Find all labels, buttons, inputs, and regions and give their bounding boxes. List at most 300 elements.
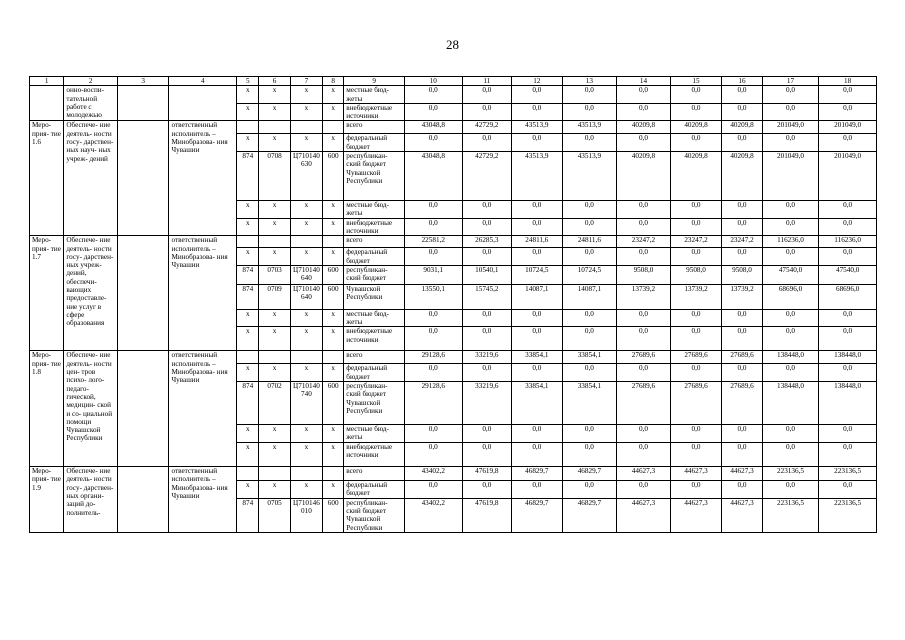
amount-cell: 23247,2 <box>617 236 671 248</box>
amount-cell: 46829,7 <box>562 498 617 532</box>
amount-cell: 44627,3 <box>722 498 762 532</box>
funding-source-cell: местные бюд- жеты <box>344 425 405 443</box>
amount-cell: 0,0 <box>562 425 617 443</box>
amount-cell: 0,0 <box>462 218 512 236</box>
vr-cell: x <box>323 248 344 266</box>
amount-cell: 0,0 <box>404 425 462 443</box>
amount-cell: 0,0 <box>762 481 819 499</box>
grbs-cell: x <box>237 103 259 121</box>
grbs-cell: x <box>237 425 259 443</box>
amount-cell: 0,0 <box>670 103 722 121</box>
amount-cell: 0,0 <box>722 425 762 443</box>
amount-cell: 0,0 <box>462 327 512 351</box>
amount-cell: 68696,0 <box>762 284 819 309</box>
amount-cell: 0,0 <box>617 481 671 499</box>
amount-cell: 40209,8 <box>722 121 762 134</box>
column-header: 18 <box>819 77 877 86</box>
event-cell: Меро- прия- тие 1.9 <box>30 467 64 533</box>
amount-cell: 33219,6 <box>462 351 512 364</box>
grbs-cell: 874 <box>237 284 259 309</box>
amount-cell: 46829,7 <box>512 467 563 481</box>
amount-cell: 13550,1 <box>404 284 462 309</box>
amount-cell: 0,0 <box>670 364 722 382</box>
amount-cell: 223136,5 <box>819 498 877 532</box>
amount-cell: 68696,0 <box>819 284 877 309</box>
empty-cell <box>117 121 169 236</box>
amount-cell: 0,0 <box>670 481 722 499</box>
amount-cell: 0,0 <box>562 309 617 327</box>
vr-cell: x <box>323 481 344 499</box>
amount-cell: 138448,0 <box>762 351 819 364</box>
amount-cell: 43513,9 <box>512 152 563 201</box>
amount-cell: 0,0 <box>617 134 671 152</box>
amount-cell: 0,0 <box>462 481 512 499</box>
event-name-cell: онно-воспи- тательной работе с молодежью <box>64 86 118 121</box>
amount-cell: 0,0 <box>670 443 722 467</box>
amount-cell: 22581,2 <box>404 236 462 248</box>
rzpr-cell: x <box>259 201 290 219</box>
amount-cell: 0,0 <box>819 481 877 499</box>
vr-cell: 600 <box>323 284 344 309</box>
vr-cell: x <box>323 309 344 327</box>
column-header: 9 <box>344 77 405 86</box>
funding-source-cell: федеральный бюджет <box>344 481 405 499</box>
vr-cell: 600 <box>323 382 344 425</box>
amount-cell: 0,0 <box>562 443 617 467</box>
empty-cell <box>117 467 169 533</box>
amount-cell: 24811,6 <box>562 236 617 248</box>
amount-cell: 0,0 <box>617 103 671 121</box>
vr-cell: x <box>323 134 344 152</box>
amount-cell: 0,0 <box>722 327 762 351</box>
amount-cell: 40209,8 <box>722 152 762 201</box>
grbs-cell: x <box>237 86 259 104</box>
amount-cell: 0,0 <box>762 86 819 104</box>
amount-cell: 47540,0 <box>819 265 877 284</box>
amount-cell: 43513,9 <box>562 152 617 201</box>
amount-cell: 13739,2 <box>670 284 722 309</box>
amount-cell: 138448,0 <box>762 382 819 425</box>
csr-cell: Ц710140 630 <box>290 152 322 201</box>
table-row <box>30 467 877 481</box>
amount-cell: 33854,1 <box>562 382 617 425</box>
amount-cell: 9508,0 <box>617 265 671 284</box>
amount-cell: 9508,0 <box>670 265 722 284</box>
amount-cell: 0,0 <box>512 481 563 499</box>
funding-source-cell: внебюджетные источники <box>344 103 405 121</box>
amount-cell: 0,0 <box>512 218 563 236</box>
rzpr-cell: x <box>259 364 290 382</box>
amount-cell: 0,0 <box>512 134 563 152</box>
vr-cell: x <box>323 86 344 104</box>
amount-cell: 0,0 <box>819 327 877 351</box>
event-name-cell: Обеспече- ние деятель- ности цен- тров психо- лого-педаго- гической, медицин- ской и со- циальной помощи Чувашской Республики <box>64 351 118 467</box>
rzpr-cell: x <box>259 248 290 266</box>
amount-cell: 10540,1 <box>462 265 512 284</box>
amount-cell: 0,0 <box>722 218 762 236</box>
amount-cell: 40209,8 <box>670 152 722 201</box>
amount-cell: 0,0 <box>762 201 819 219</box>
amount-cell: 47619,8 <box>462 467 512 481</box>
vr-cell: x <box>323 103 344 121</box>
funding-source-cell: всего <box>344 467 405 481</box>
funding-source-cell: федеральный бюджет <box>344 248 405 266</box>
funding-source-cell: всего <box>344 236 405 248</box>
amount-cell: 0,0 <box>819 134 877 152</box>
grbs-cell: x <box>237 481 259 499</box>
amount-cell: 0,0 <box>617 327 671 351</box>
amount-cell: 0,0 <box>670 86 722 104</box>
amount-cell: 0,0 <box>512 86 563 104</box>
amount-cell: 40209,8 <box>670 121 722 134</box>
amount-cell: 44627,3 <box>670 467 722 481</box>
event-cell: Меро- прия- тие 1.7 <box>30 236 64 351</box>
amount-cell: 0,0 <box>462 201 512 219</box>
vr-cell: x <box>323 218 344 236</box>
amount-cell: 0,0 <box>762 443 819 467</box>
amount-cell: 0,0 <box>404 86 462 104</box>
csr-cell: x <box>290 248 322 266</box>
amount-cell: 23247,2 <box>722 236 762 248</box>
rzpr-cell <box>259 351 290 364</box>
column-header: 11 <box>462 77 512 86</box>
amount-cell: 138448,0 <box>819 382 877 425</box>
amount-cell: 0,0 <box>404 364 462 382</box>
amount-cell: 0,0 <box>512 309 563 327</box>
rzpr-cell: x <box>259 218 290 236</box>
amount-cell: 0,0 <box>670 248 722 266</box>
amount-cell: 0,0 <box>462 309 512 327</box>
csr-cell: Ц710140 740 <box>290 382 322 425</box>
budget-table <box>29 76 877 533</box>
funding-source-cell: внебюджетные источники <box>344 443 405 467</box>
rzpr-cell: x <box>259 443 290 467</box>
funding-source-cell: федеральный бюджет <box>344 364 405 382</box>
funding-source-cell: местные бюд- жеты <box>344 201 405 219</box>
amount-cell: 0,0 <box>819 425 877 443</box>
funding-source-cell: Чувашской Республики <box>344 284 405 309</box>
amount-cell: 0,0 <box>512 201 563 219</box>
grbs-cell <box>237 121 259 134</box>
amount-cell: 0,0 <box>404 134 462 152</box>
grbs-cell: 874 <box>237 265 259 284</box>
table-row <box>30 121 877 134</box>
vr-cell <box>323 351 344 364</box>
executor-cell: ответственный исполнитель – Минобразова- ния Чувашии <box>169 236 237 351</box>
column-header: 14 <box>617 77 671 86</box>
amount-cell: 43048,8 <box>404 121 462 134</box>
amount-cell: 43402,2 <box>404 498 462 532</box>
amount-cell: 0,0 <box>404 103 462 121</box>
empty-cell <box>117 236 169 351</box>
header-row <box>30 77 877 86</box>
amount-cell: 0,0 <box>819 443 877 467</box>
amount-cell: 0,0 <box>562 364 617 382</box>
amount-cell: 9031,1 <box>404 265 462 284</box>
csr-cell <box>290 121 322 134</box>
amount-cell: 0,0 <box>404 248 462 266</box>
csr-cell: x <box>290 364 322 382</box>
amount-cell: 0,0 <box>512 248 563 266</box>
amount-cell: 0,0 <box>617 201 671 219</box>
amount-cell: 46829,7 <box>562 467 617 481</box>
amount-cell: 0,0 <box>819 309 877 327</box>
amount-cell: 33219,6 <box>462 382 512 425</box>
csr-cell: x <box>290 86 322 104</box>
grbs-cell: x <box>237 364 259 382</box>
column-header: 1 <box>30 77 64 86</box>
amount-cell: 201049,0 <box>819 152 877 201</box>
amount-cell: 10724,5 <box>512 265 563 284</box>
amount-cell: 24811,6 <box>512 236 563 248</box>
amount-cell: 46829,7 <box>512 498 563 532</box>
amount-cell: 23247,2 <box>670 236 722 248</box>
amount-cell: 9508,0 <box>722 265 762 284</box>
csr-cell: x <box>290 103 322 121</box>
vr-cell: x <box>323 364 344 382</box>
column-header: 7 <box>290 77 322 86</box>
empty-cell <box>117 351 169 467</box>
funding-source-cell: всего <box>344 351 405 364</box>
amount-cell: 0,0 <box>617 364 671 382</box>
amount-cell: 0,0 <box>722 364 762 382</box>
funding-source-cell: федеральный бюджет <box>344 134 405 152</box>
amount-cell: 223136,5 <box>819 467 877 481</box>
amount-cell: 0,0 <box>404 218 462 236</box>
csr-cell: x <box>290 134 322 152</box>
column-header: 15 <box>670 77 722 86</box>
vr-cell <box>323 236 344 248</box>
amount-cell: 223136,5 <box>762 498 819 532</box>
column-header: 16 <box>722 77 762 86</box>
amount-cell: 0,0 <box>462 443 512 467</box>
event-cell <box>30 86 64 121</box>
amount-cell: 0,0 <box>512 327 563 351</box>
column-header: 2 <box>64 77 118 86</box>
amount-cell: 0,0 <box>670 201 722 219</box>
amount-cell: 0,0 <box>670 327 722 351</box>
amount-cell: 0,0 <box>512 425 563 443</box>
column-header: 6 <box>259 77 290 86</box>
column-header: 3 <box>117 77 169 86</box>
grbs-cell: x <box>237 218 259 236</box>
amount-cell: 0,0 <box>670 218 722 236</box>
rzpr-cell <box>259 467 290 481</box>
funding-source-cell: внебюджетные источники <box>344 327 405 351</box>
amount-cell: 0,0 <box>762 134 819 152</box>
amount-cell: 0,0 <box>819 86 877 104</box>
amount-cell: 0,0 <box>404 201 462 219</box>
amount-cell: 0,0 <box>670 134 722 152</box>
amount-cell: 29128,6 <box>404 382 462 425</box>
rzpr-cell: 0709 <box>259 284 290 309</box>
executor-cell: ответственный исполнитель – Минобразова- ния Чувашии <box>169 121 237 236</box>
executor-cell: ответственный исполнитель – Минобразова- ния Чувашии <box>169 351 237 467</box>
column-header: 13 <box>562 77 617 86</box>
csr-cell: x <box>290 309 322 327</box>
funding-source-cell: внебюджетные источники <box>344 218 405 236</box>
amount-cell: 44627,3 <box>617 467 671 481</box>
amount-cell: 0,0 <box>670 309 722 327</box>
amount-cell: 0,0 <box>462 103 512 121</box>
event-name-cell: Обеспече- ние деятель- ности госу- дарствен- ных органи- заций до- полнитель- <box>64 467 118 533</box>
amount-cell: 0,0 <box>762 103 819 121</box>
amount-cell: 15745,2 <box>462 284 512 309</box>
amount-cell: 0,0 <box>819 248 877 266</box>
amount-cell: 14087,1 <box>512 284 563 309</box>
csr-cell: x <box>290 218 322 236</box>
amount-cell: 0,0 <box>617 248 671 266</box>
vr-cell: x <box>323 425 344 443</box>
grbs-cell: x <box>237 327 259 351</box>
amount-cell: 0,0 <box>722 134 762 152</box>
amount-cell: 0,0 <box>722 443 762 467</box>
event-name-cell: Обеспече- ние деятель- ности госу- дарствен- ных учреж- дений, обеспечи- вающих предоставле- ние услуг в сфере образования <box>64 236 118 351</box>
amount-cell: 0,0 <box>762 218 819 236</box>
amount-cell: 47619,8 <box>462 498 512 532</box>
amount-cell: 40209,8 <box>617 152 671 201</box>
amount-cell: 0,0 <box>617 218 671 236</box>
amount-cell: 42729,2 <box>462 152 512 201</box>
event-cell: Меро- прия- тие 1.6 <box>30 121 64 236</box>
column-header: 17 <box>762 77 819 86</box>
amount-cell: 43402,2 <box>404 467 462 481</box>
csr-cell: Ц710146 010 <box>290 498 322 532</box>
amount-cell: 0,0 <box>617 86 671 104</box>
csr-cell: x <box>290 201 322 219</box>
amount-cell: 43513,9 <box>562 121 617 134</box>
amount-cell: 0,0 <box>762 248 819 266</box>
amount-cell: 0,0 <box>512 364 563 382</box>
rzpr-cell <box>259 236 290 248</box>
amount-cell: 13739,2 <box>722 284 762 309</box>
page-number: 28 <box>446 37 459 52</box>
amount-cell: 0,0 <box>562 327 617 351</box>
amount-cell: 0,0 <box>462 364 512 382</box>
amount-cell: 0,0 <box>819 218 877 236</box>
rzpr-cell: x <box>259 481 290 499</box>
rzpr-cell: x <box>259 309 290 327</box>
amount-cell: 0,0 <box>762 425 819 443</box>
amount-cell: 43048,8 <box>404 152 462 201</box>
rzpr-cell: 0702 <box>259 382 290 425</box>
funding-source-cell: всего <box>344 121 405 134</box>
grbs-cell: x <box>237 309 259 327</box>
column-header: 8 <box>323 77 344 86</box>
csr-cell <box>290 467 322 481</box>
empty-cell <box>117 86 169 121</box>
funding-source-cell: республикан- ский бюджет Чувашской Республики <box>344 498 405 532</box>
grbs-cell <box>237 351 259 364</box>
amount-cell: 27689,6 <box>670 382 722 425</box>
vr-cell <box>323 121 344 134</box>
csr-cell: x <box>290 425 322 443</box>
amount-cell: 0,0 <box>404 327 462 351</box>
amount-cell: 47540,0 <box>762 265 819 284</box>
amount-cell: 0,0 <box>722 86 762 104</box>
grbs-cell: x <box>237 443 259 467</box>
amount-cell: 10724,5 <box>562 265 617 284</box>
table-row <box>30 351 877 364</box>
amount-cell: 201049,0 <box>762 152 819 201</box>
amount-cell: 223136,5 <box>762 467 819 481</box>
column-header: 10 <box>404 77 462 86</box>
amount-cell: 13739,2 <box>617 284 671 309</box>
amount-cell: 0,0 <box>617 443 671 467</box>
amount-cell: 0,0 <box>762 327 819 351</box>
executor-cell <box>169 86 237 121</box>
vr-cell: 600 <box>323 265 344 284</box>
amount-cell: 201049,0 <box>762 121 819 134</box>
amount-cell: 33854,1 <box>512 351 563 364</box>
vr-cell: x <box>323 443 344 467</box>
amount-cell: 26285,3 <box>462 236 512 248</box>
vr-cell <box>323 467 344 481</box>
rzpr-cell: x <box>259 327 290 351</box>
amount-cell: 0,0 <box>462 425 512 443</box>
csr-cell <box>290 351 322 364</box>
amount-cell: 0,0 <box>722 309 762 327</box>
grbs-cell: x <box>237 201 259 219</box>
amount-cell: 116236,0 <box>819 236 877 248</box>
amount-cell: 0,0 <box>404 443 462 467</box>
amount-cell: 0,0 <box>819 364 877 382</box>
amount-cell: 0,0 <box>722 481 762 499</box>
amount-cell: 0,0 <box>722 103 762 121</box>
rzpr-cell: 0703 <box>259 265 290 284</box>
amount-cell: 29128,6 <box>404 351 462 364</box>
funding-source-cell: республикан- ский бюджет Чувашской Республики <box>344 152 405 201</box>
funding-source-cell: республикан- ский бюджет <box>344 265 405 284</box>
vr-cell: x <box>323 201 344 219</box>
amount-cell: 0,0 <box>562 134 617 152</box>
amount-cell: 0,0 <box>617 309 671 327</box>
amount-cell: 0,0 <box>512 103 563 121</box>
amount-cell: 44627,3 <box>617 498 671 532</box>
csr-cell: Ц710140 640 <box>290 265 322 284</box>
amount-cell: 0,0 <box>462 134 512 152</box>
funding-source-cell: местные бюд- жеты <box>344 309 405 327</box>
amount-cell: 43513,9 <box>512 121 563 134</box>
amount-cell: 138448,0 <box>819 351 877 364</box>
rzpr-cell: x <box>259 425 290 443</box>
amount-cell: 33854,1 <box>512 382 563 425</box>
grbs-cell: x <box>237 248 259 266</box>
csr-cell: x <box>290 481 322 499</box>
amount-cell: 27689,6 <box>670 351 722 364</box>
amount-cell: 40209,8 <box>617 121 671 134</box>
rzpr-cell: x <box>259 86 290 104</box>
amount-cell: 0,0 <box>670 425 722 443</box>
rzpr-cell: x <box>259 103 290 121</box>
amount-cell: 0,0 <box>404 309 462 327</box>
amount-cell: 44627,3 <box>722 467 762 481</box>
amount-cell: 27689,6 <box>722 382 762 425</box>
grbs-cell: 874 <box>237 152 259 201</box>
amount-cell: 0,0 <box>512 443 563 467</box>
amount-cell: 0,0 <box>562 481 617 499</box>
amount-cell: 116236,0 <box>762 236 819 248</box>
amount-cell: 14087,1 <box>562 284 617 309</box>
vr-cell: 600 <box>323 152 344 201</box>
grbs-cell: 874 <box>237 498 259 532</box>
vr-cell: x <box>323 327 344 351</box>
amount-cell: 0,0 <box>819 201 877 219</box>
funding-source-cell: республикан- ский бюджет Чувашской Республики <box>344 382 405 425</box>
grbs-cell <box>237 236 259 248</box>
table-row <box>30 86 877 104</box>
amount-cell: 0,0 <box>462 86 512 104</box>
